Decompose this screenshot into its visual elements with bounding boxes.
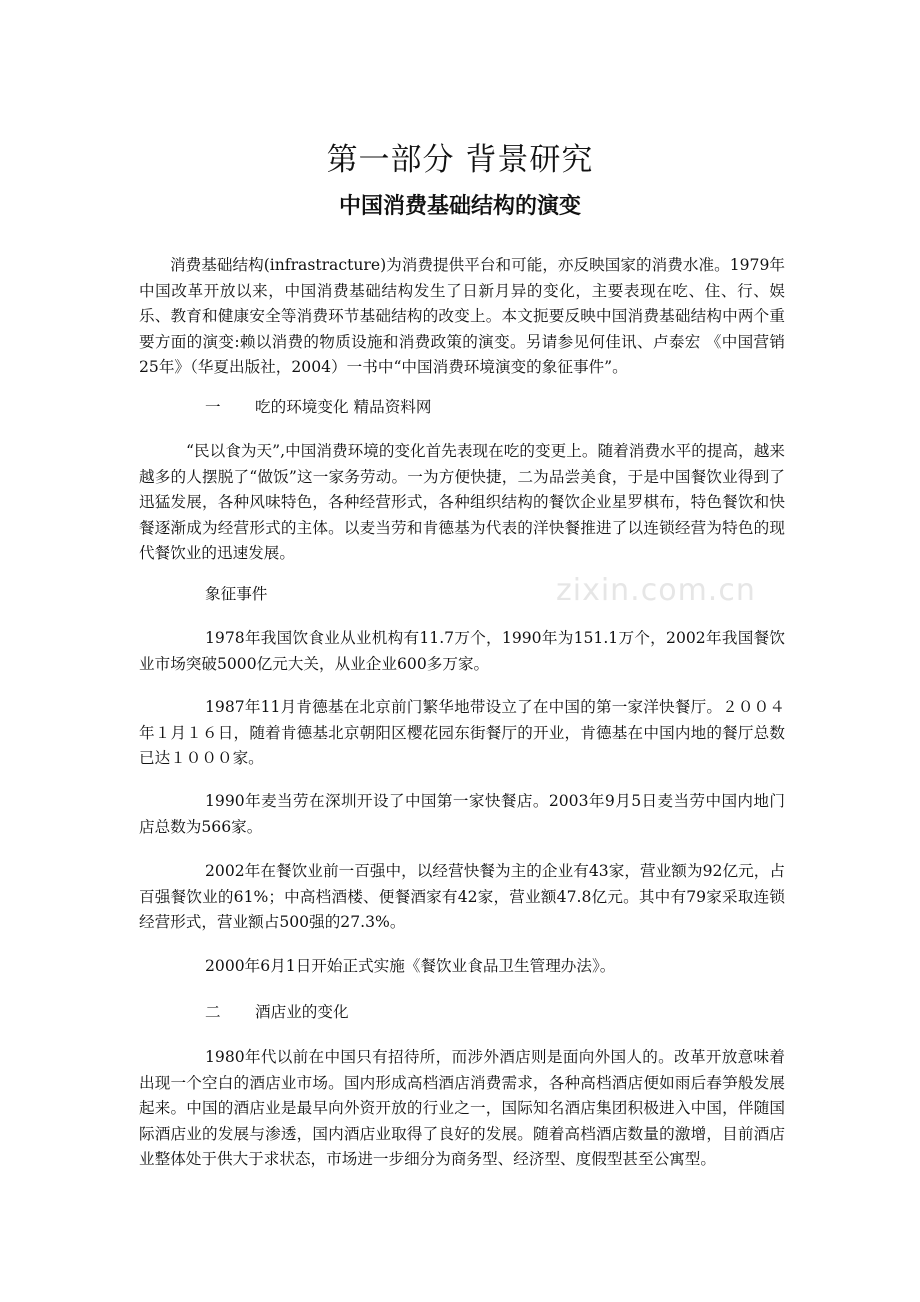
event-item: 2000年6月1日开始正式实施《餐饮业食品卫生管理办法》。: [205, 957, 616, 975]
section1-paragraph: “民以食为天”,中国消费环境的变化首先表现在吃的变更上。随着消费水平的提高，越来越多的人摆脱了“做饭”这一家务劳动。一为方便快捷，二为品尝美食，于是中国餐饮业得到了迅猛发展，各种风味特色，各种经营形式，各种组织结构的餐饮企业星罗棋布，特色餐饮和快餐逐渐成为经营形式的主体。以麦当劳和肯德基为代表的洋快餐推进了以连锁经营为特色的现代餐饮业的迅速发展。: [139, 442, 785, 563]
section-title: 吃的环境变化 精品资料网: [255, 398, 432, 416]
event-item: 1978年我国饮食业从业机构有11.7万个，1990年为151.1万个，2002年我国餐饮业市场突破5000亿元大关，从业企业600多万家。: [139, 629, 785, 673]
section2-paragraph: 1980年代以前在中国只有招待所，而涉外酒店则是面向外国人的。改革开放意味着出现一个空白的酒店业市场。国内形成高档酒店消费需求，各种高档酒店便如雨后春笋般发展起来。中国的酒店业是最早向外资开放的行业之一，国际知名酒店集团积极进入中国，伴随国际酒店业的发展与渗透，国内酒店业取得了良好的发展。随着高档酒店数量的激增，目前酒店业整体处于供大于求状态，市场进一步细分为商务型、经济型、度假型甚至公寓型。: [139, 1048, 785, 1169]
event-item: 1987年11月肯德基在北京前门繁华地带设立了在中国的第一家洋快餐厅。２００４年１月１６日，随着肯德基北京朝阳区樱花园东街餐厅的开业，肯德基在中国内地的餐厅总数已达１０００家。: [139, 698, 785, 768]
page-title: 第一部分 背景研究: [326, 142, 594, 178]
event-item: 2002年在餐饮业前一百强中，以经营快餐为主的企业有43家，营业额为92亿元，占百强餐饮业的61%；中高档酒楼、便餐酒家有42家，营业额47.8亿元。其中有79家采取连锁经营形式，营业额占500强的27.3%。: [139, 862, 785, 932]
page-subtitle: 中国消费基础结构的演变: [338, 194, 581, 219]
watermark: zixin.com.cn: [556, 573, 756, 608]
section-heading-2: [205, 1000, 349, 1025]
section-number: 二: [205, 1003, 221, 1021]
section-heading-1: [205, 395, 432, 420]
event-item: 1990年麦当劳在深圳开设了中国第一家快餐店。2003年9月5日麦当劳中国内地门店总数为566家。: [139, 792, 785, 836]
events-label: 象征事件: [205, 585, 268, 603]
intro-paragraph: 消费基础结构(infrastracture)为消费提供平台和可能，亦反映国家的消费水准。1979年中国改革开放以来，中国消费基础结构发生了日新月异的变化，主要表现在吃、住、行、娱乐、教育和健康安全等消费环节基础结构的改变上。本文扼要反映中国消费基础结构中两个重要方面的演变:赖以消费的物质设施和消费政策的演变。另请参见何佳讯、卢泰宏 《中国营销25年》（华夏出版社，2004）一书中“中国消费环境演变的象征事件”。: [139, 256, 785, 377]
section-number: 一: [205, 398, 221, 416]
section-title: 酒店业的变化: [255, 1003, 349, 1021]
